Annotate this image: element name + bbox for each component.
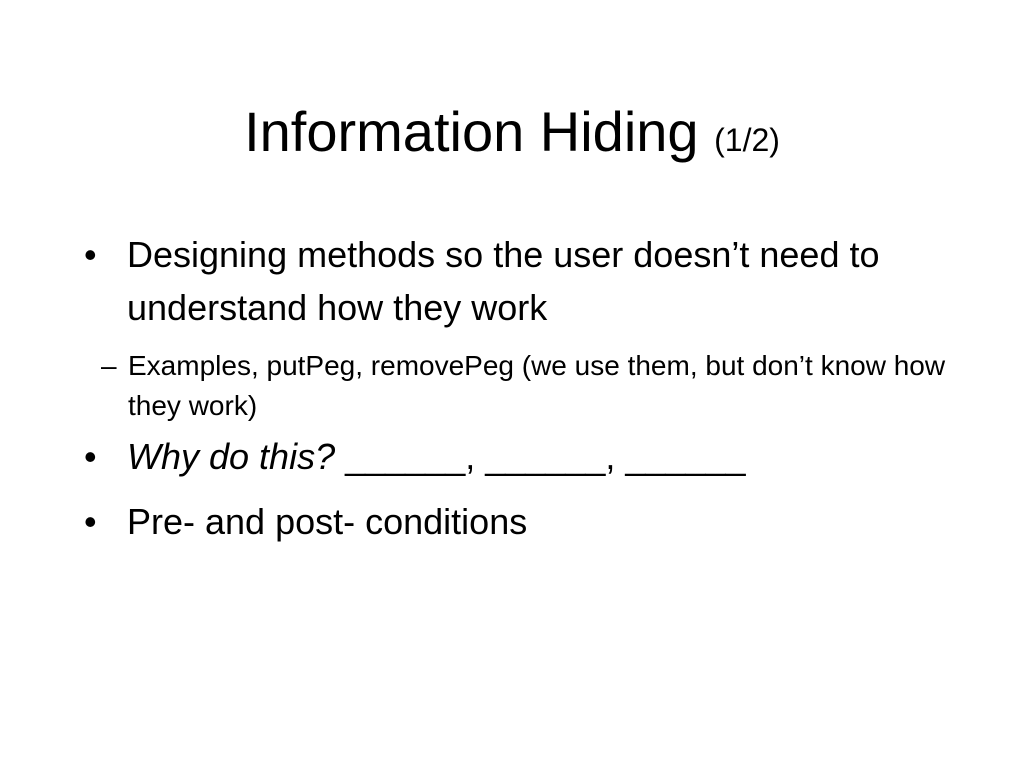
bullet-text: Designing methods so the user doesn’t need to understand how they work <box>127 234 880 328</box>
bullet-blanks-text: ______, ______, ______ <box>335 436 746 477</box>
bullet-icon: • <box>84 501 97 542</box>
sub-bullet-item-examples <box>84 346 964 426</box>
bullet-icon: • <box>84 234 97 275</box>
bullet-question-text: Why do this? <box>127 436 336 477</box>
bullet-item-why-do-this <box>84 430 964 483</box>
dash-icon: – <box>101 350 117 381</box>
bullet-item-information-hiding-definition <box>84 228 964 334</box>
title-suffix: (1/2) <box>714 122 780 158</box>
slide-title <box>0 96 1024 176</box>
bullet-icon: • <box>84 436 97 477</box>
bullet-text: Pre- and post- conditions <box>127 501 528 542</box>
title-text: Information Hiding <box>244 100 699 163</box>
sub-bullet-text: Examples, putPeg, removePeg (we use them, but don’t know how they work) <box>128 350 946 421</box>
bullet-item-pre-post-conditions <box>84 495 964 548</box>
bullet-list <box>84 228 964 560</box>
